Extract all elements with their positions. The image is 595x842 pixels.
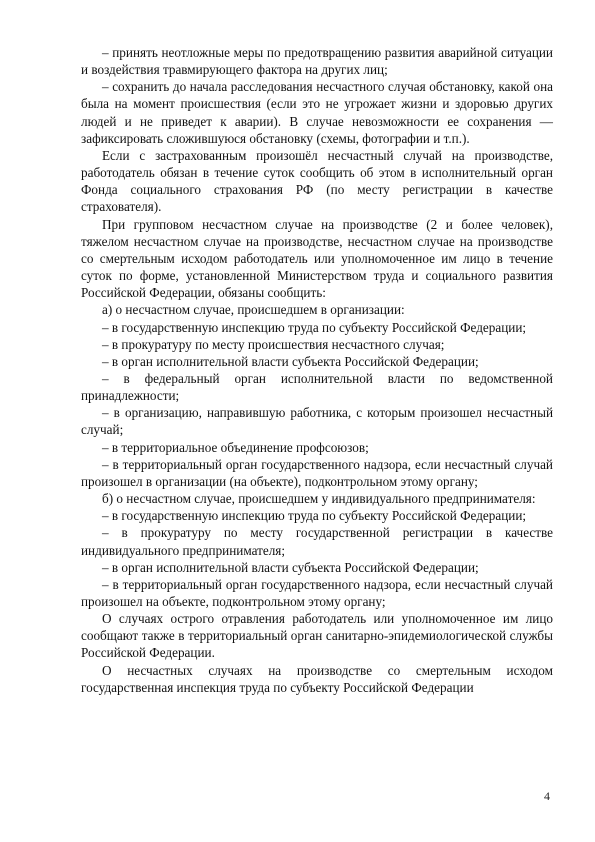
list-item-supervision-body-b: – в территориальный орган государственного надзора, если несчастный случай произошел на объекте, подконтрольном этому органу; <box>81 576 553 609</box>
list-item-prosecutor: – в прокуратуру по месту происшествия несчастного случая; <box>102 336 445 352</box>
list-item-sending-organization: – в организацию, направившую работника, с которым произошел несчастный случай; <box>81 405 553 438</box>
list-item-labor-inspection: – в государственную инспекцию труда по субъекту Российской Федерации; <box>102 319 527 335</box>
list-item-labor-inspection-b: – в государственную инспекцию труда по субъекту Российской Федерации; <box>102 508 527 524</box>
list-item-regional-authority-b: – в орган исполнительной власти субъекта Российской Федерации; <box>102 559 479 575</box>
paragraph-fatal-accidents: О несчастных случаях на производстве со смертельным исходом государственная инспекция труда по субъекту Российской Федерации <box>81 662 553 695</box>
paragraph-preserve-scene: – сохранить до начала расследования несчастного случая обстановку, какой она была на момент происшествия (если это не угрожает жизни и здоровью других людей и не приведет к аварии). В случае невозможности ее сохранения — зафиксировать сложившуюся обстановку (схемы, фотографии и т.п.). <box>81 79 553 146</box>
page-body <box>81 44 553 696</box>
paragraph-insured-notification: Если с застрахованным произошёл несчастный случай на производстве, работодатель обязан в течение суток сообщить об этом в исполнительный орган Фонда социального страхования РФ (по месту регистрации в качестве страхователя). <box>81 147 553 215</box>
paragraph-group-accident: При групповом несчастном случае на производстве (2 и более человек), тяжелом несчастном случае на производстве, несчастном случае на производстве со смертельным исходом работодатель или уполномоченное им лицо в течение суток по форме, установленной Министерством труда и социального развития Российской Федерации, обязаны сообщить: <box>81 216 553 301</box>
paragraph-emergency-measures: – принять неотложные меры по предотвращению развития аварийной ситуации и воздействия травмирующего фактора на других лиц; <box>81 45 553 78</box>
list-item-regional-authority: – в орган исполнительной власти субъекта Российской Федерации; <box>102 353 479 369</box>
page-number: 4 <box>544 789 550 803</box>
list-item-federal-authority: – в федеральный орган исполнительной власти по ведомственной принадлежности; <box>81 370 553 404</box>
list-item-trade-unions: – в территориальное объединение профсоюзов; <box>102 439 369 455</box>
list-item-supervision-body: – в территориальный орган государственного надзора, если несчастный случай произошел в организации (на объекте), подконтрольном этому органу; <box>81 456 553 489</box>
paragraph-acute-poisoning: О случаях острого отравления работодатель или уполномоченное им лицо сообщают также в территориальный орган санитарно-эпидемиологической службы Российской Федерации. <box>81 611 553 661</box>
paragraph-item-b-heading: б) о несчастном случае, происшедшем у индивидуального предпринимателя: <box>102 491 536 507</box>
paragraph-item-a-heading: а) о несчастном случае, происшедшем в организации: <box>102 302 405 318</box>
list-item-prosecutor-b: – в прокуратуру по месту государственной регистрации в качестве индивидуального предпринимателя; <box>81 525 553 558</box>
